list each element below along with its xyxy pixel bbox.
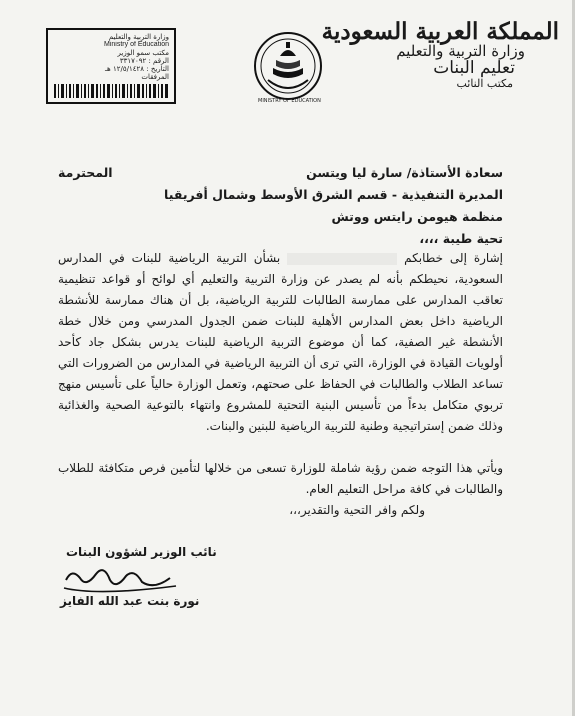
signatory-title: نائب الوزير لشؤون البنات bbox=[66, 545, 217, 559]
office-line: مكتب النائب bbox=[456, 76, 513, 90]
body-paragraph-1 bbox=[58, 248, 503, 437]
emblem-caption: MINISTRY OF EDUCATION bbox=[258, 98, 321, 104]
stamp-number-row: الرقم : ٣٣١٧٠٩٢ bbox=[119, 57, 169, 66]
stamp-ministry-en: Ministry of Education bbox=[104, 41, 169, 49]
kingdom-title: المملكة العربية السعودية bbox=[321, 18, 559, 45]
stamp-date-value: ١٢/٥/١٤٢٨ هـ bbox=[105, 65, 145, 74]
closing-line: ولكم وافر التحية والتقدير،،، bbox=[289, 503, 425, 517]
stamp-date-row: التاريخ : ١٢/٥/١٤٢٨ هـ bbox=[105, 65, 169, 74]
recipient-address bbox=[58, 162, 503, 228]
salutation: سعادة الأستاذة/ سارة ليا ويتسن bbox=[306, 165, 503, 180]
body-p1-rest: بشأن التربية الرياضية للبنات في المدارس السعودية، نحيطكم بأنه لم يصدر عن وزارة التربية والتعليم أي لوائح أو قواعد تنظيمية تعاقب المدارس على ممارسة الطالبات للتربية الرياضية، بل أن هناك ممارسة للأنشطة الرياضية داخل بعض المدارس الأهلية للبنات ضمن الجدول المدرسي ومن خلال خطة الأنشطة غير الصفية، كما أن موضوع التربية الرياضية للبنات يدرس بشكل جاد كأحد أولويات القيادة في الوزارة، التي ترى أن التربية الرياضية في المدارس من الضرورات التي تساعد الطلاب والطالبات في الحفاظ على صحتهم، وتعمل الوزارة حالياً على تأسيس منهج تربوي متكامل بدءاً من تأسيس البنية التحتية للمشروع وانتهاء بالتوعية الصحية والغذائية وذلك ضمن إستراتيجية وطنية للتربية الرياضية للبنين والبنات. bbox=[58, 251, 503, 433]
handwritten-signature bbox=[58, 560, 188, 598]
stamp-attachments-label: المرفقات bbox=[141, 73, 169, 82]
signatory-name: نورة بنت عبد الله الفايز bbox=[60, 594, 200, 608]
stamp-number-label: الرقم bbox=[153, 57, 169, 66]
ministry-name: وزارة التربية والتعليم bbox=[396, 42, 525, 61]
body-paragraph-2: ويأتي هذا التوجه ضمن رؤية شاملة للوزارة تسعى من خلالها لتأمين فرص متكافئة للطلاب والطالبات في كافة مراحل التعليم العام. bbox=[58, 461, 503, 496]
stamp-office: مكتب سمو الوزير bbox=[117, 49, 169, 58]
girls-education-line: تعليم البنات bbox=[433, 57, 515, 78]
ministry-heading bbox=[321, 18, 559, 90]
stamp-number-value: ٣٣١٧٠٩٢ bbox=[119, 57, 147, 66]
barcode-icon bbox=[54, 84, 170, 98]
recipient-role: المديرة التنفيذية - قسم الشرق الأوسط وشمال أفريقيا bbox=[164, 187, 503, 202]
greeting: تحية طيبة ،،،، bbox=[419, 231, 503, 246]
recipient-organization: منظمة هيومن رايتس ووتش bbox=[331, 209, 503, 224]
body-p1-start: إشارة إلى خطابكم bbox=[404, 251, 503, 265]
stamp-ministry-ar: وزارة التربية والتعليم bbox=[108, 33, 169, 41]
respected-title: المحترمة bbox=[58, 165, 113, 180]
redacted-reference bbox=[287, 253, 397, 265]
registry-stamp bbox=[46, 28, 176, 104]
stamp-date-label: التاريخ bbox=[150, 65, 169, 74]
ministry-emblem-icon bbox=[252, 30, 324, 104]
salutation-row bbox=[58, 162, 503, 184]
